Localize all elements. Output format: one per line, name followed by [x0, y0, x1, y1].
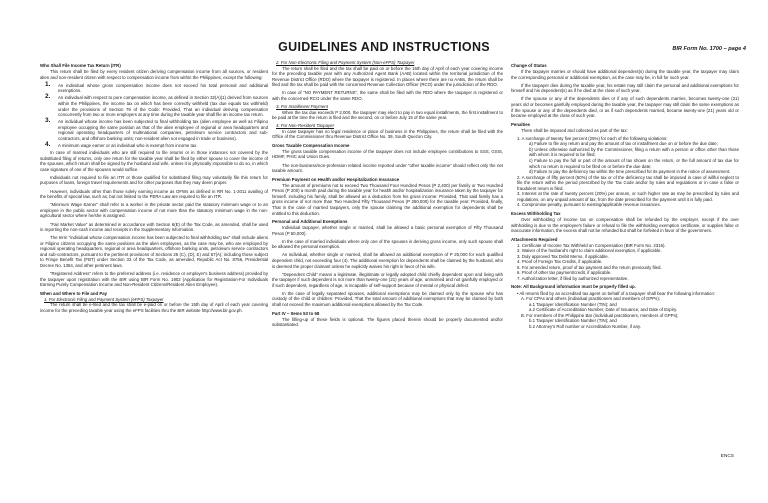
attachment-item: 6. Proof of other tax payment/credit, if applicable.: [517, 270, 612, 276]
paragraph: “Minimum Wage Earner” shall refer to a worker in the private sector paid the statutory minimum wage or to an employee in the public sector with compensation income of not more than the statutory minimum wage in the non-agricultural sector where he/she is assigned.: [40, 202, 268, 219]
note-subitem: b.2 Attorney's Roll number or Accreditation Number, if any.: [529, 323, 642, 329]
note-subitem: A. For CPAs and others (individual practitioners and members of GPPs);: [521, 296, 660, 302]
note-heading: Note: All Background information must be properly filled up.: [511, 284, 636, 290]
subheading-non-efps: 2. For Non-Electronic Filing and Payment System (Non-eFPS) Taxpayer: [276, 60, 415, 65]
encs-label: ENCS: [720, 454, 734, 459]
heading-penalties: Penalties: [511, 121, 531, 127]
list-text: An individual with respect to pure compensation income, as defined in Section 32(A)(1) derived from sources within the Philippines, the income tax on which has been correctly withheld (tax due equals tax withheld) under the provisions of Section 79 of the Code: Provided, That an individual deriving compensation concurrently from two or more employers at any time during the taxable year shall file an income tax return.: [58, 95, 268, 118]
paragraph: “Registered Address” refers to the preferred address (i.e. residence or employer's business address) provided by the taxpayer upon registration with the BIR using BIR Form No. 1902 (Application for Registration-For Individuals Earning Purely Compensation Income and Non-Resident Citizens/Resident Alien Employee).: [40, 271, 268, 288]
heading-attachments: Attachments Required: [511, 236, 558, 242]
heading-change-of-status: Change of Status: [511, 63, 547, 68]
paragraph: In the case of legally separated spouses, additional exemptions may be claimed only by the spouse who has custody of the child or children: Provided, That the total amount of additional exemptions that may be claimed by both shall not exceed the maximum additional exemptions allowed by the Tax Code.: [272, 290, 503, 308]
form-number: BIR Form No. 1700 – page 4: [672, 46, 746, 52]
penalty-subitem: d) Failure to pay the deficiency tax within the time prescribed for its payment in the notice of assessment.: [529, 169, 731, 175]
paragraph: The gross taxable compensation income of the taxpayer does not include employee contributions to SSS, GSIS, HDMF, PHIC and Union Dues.: [272, 148, 503, 160]
paragraph: Individual taxpayer, whether single or married, shall be allowed a basic personal exemption of Fifty Thousand Pesos (P 50,000).: [272, 225, 503, 236]
paragraph: In case of “NO PAYMENT RETURNS”, the same shall be filed with the RDO where the taxpayer is registered or with the concerned RCO under the same RDO.: [272, 90, 503, 101]
paragraph: However, individuals other than those solely earning income as OFWs as defined in RR No. 1-2011 availing of the benefits of special law, such as, but not limited to the PERA Law are required to file an ITR.: [40, 188, 268, 200]
paragraph: If the spouse or any of the dependents dies or if any of such dependents marries, becomes twenty-one (21) years old or becomes gainfully employed during the taxable year, the taxpayer may still claim the same exemptions as if the spouse or any of the dependents died, or as if such dependents married, became twenty-one (21) years old or became employed at the close of such year.: [511, 96, 739, 119]
list-item: [40, 140, 268, 149]
heading-premium-payment: Premium Payment on Health and/or Hospitalization Insurance: [272, 176, 400, 182]
list-text: A minimum wage earner or an individual who is exempt from income tax.: [58, 142, 198, 148]
note-subitem: b.1 Taxpayer Identification Number (TIN); and: [529, 318, 617, 324]
attachment-item: 4. Proof of Foreign Tax Credits, if applicable.: [517, 259, 603, 265]
page-title: GUIDELINES AND INSTRUCTIONS: [278, 40, 490, 54]
heading-excess-withholding: Excess Withholding Tax: [511, 210, 561, 216]
paragraph: Over withholding of income tax on compensation shall be refunded by the employer, except if the over withholding is due to the employee's failure or refusal to file the withholding exemption certificate, or supplies false or inaccurate information, the excess shall not be refunded but shall be forfeited in favor of the government.: [511, 216, 739, 234]
paragraph: The return shall be e-filed and the tax shall be e-paid on or before the 15th day of April of each year covering income for the preceding taxable year using the eFPS facilities thru the BIR website http://www.bir.gov.ph.: [40, 302, 268, 313]
paragraph: In case taxpayer has no legal residence or place of business in the Philippines, the return shall be filed with the Office of the Commissioner thru Revenue District Office No. 39, South Quezon City.: [272, 128, 503, 140]
list-item: [40, 119, 268, 141]
list-number: 4.: [45, 140, 51, 148]
attachment-item: 3. Duly approved Tax Debit Memo, if applicable.: [517, 253, 609, 259]
paragraph: The amount of premiums not to exceed Two Thousand Four Hundred Pesos (P 2,400) per family or Two Hundred Pesos (P 200) a month paid during the taxable year for health and/or hospitalization insurance taken by the taxpayer for himself, including his family, shall be allowed as a deduction from his gross income: Provided, That said family has a gross income of not more than Two Hundred Fifty Thousand Pesos (P 250,000) for the taxable year: Provided, finally, That in the case of married taxpayers, only the spouse claiming the additional exemption for dependents shall be entitled to this deduction.: [272, 182, 503, 216]
list-item: [40, 80, 268, 94]
subheading-non-resident: 4. For Non-Resident Taxpayer: [276, 123, 335, 129]
paragraph: There shall be imposed and collected as part of the tax:: [521, 127, 628, 133]
list-number: 1.: [45, 80, 51, 88]
paragraph: In the case of married individuals where only one of the spouses is deriving gross income, only such spouse shall be allowed the personal exemption.: [272, 238, 503, 250]
note-item: • All returns filed by an accredited tax agent on behalf of a taxpayer shall bear the following information:: [517, 290, 716, 296]
penalty-item: 4. Compromise penalty, pursuant to existing/applicable revenue issuances.: [517, 202, 661, 208]
attachment-item: 5. For amended return, proof of tax payment and the return previously filed.: [517, 264, 662, 270]
note-subitem: a.1 Taxpayer Identification Number (TIN); and: [529, 301, 617, 307]
penalty-subitem: a) Failure to file any return and pay the amount of tax or installment due on or before the due date;: [529, 141, 718, 147]
paragraph: The non-business/non-profession related income reported under “other taxable income” should reflect only the net taxable amount.: [272, 162, 503, 174]
heading-gross-taxable: Gross Taxable Compensation Income: [272, 142, 350, 148]
paragraph: When the tax due exceeds P 2,000, the taxpayer may elect to pay in two equal installments, the first installment to be paid at the time the return is filed and the second, on or before July 15 of the same year.: [272, 109, 503, 121]
note-subitem: B. For members of the Philippine Bar (individual practitioners, members of GPPs);: [521, 312, 679, 318]
list-item: [40, 95, 268, 117]
list-number: 3.: [45, 117, 51, 125]
penalty-item: 2. A surcharge of fifty percent (50%) of the tax or of the deficiency tax shall be imposed in case of willful neglect to file the return within the period prescribed by the Tax Code and/or by rules and regulations or in case a false or fraudulent return is filed.: [517, 174, 739, 191]
list-text: An individual whose gross compensation income does not exceed his total personal and additional exemptions.: [58, 82, 268, 94]
penalty-subitem: b) Unless otherwise authorized by the Commissioner, filing a return with a person or office other than those with whom it is required to be filed;: [529, 146, 739, 158]
paragraph: An individual, whether single or married, shall be allowed an additional exemption of P 25,000 for each qualified dependent child, not exceeding four (4). The additional exemption for dependents shall be claimed by the husband, who is deemed the proper claimant unless he explicitly waives his right in favor of his wife.: [272, 252, 503, 269]
paragraph: If the taxpayer marries or should have additional dependent(s) during the taxable year, the taxpayer may claim the corresponding personal or additional exemption, as the case may be, in full for such year.: [511, 69, 739, 80]
subheading-installment: 3. For Installment Payment: [276, 104, 328, 110]
list-text: An individual whose income has been subjected to final withholding tax (alien employee as well as Filipino employee occupying the same position as that of the alien employee of regional or area headquarters and regional operating headquarters of multinational companies, petroleum service contractors and sub-contractors, and offshore banking units; non-resident alien not engaged in trade or business).: [58, 119, 268, 141]
paragraph: This return shall be filed by every resident citizen deriving compensation income from all sources, or resident alien and non-resident citizen with respect to compensation income from within the Philippines, except the following:: [40, 69, 268, 80]
list-number: 2.: [45, 93, 51, 101]
note-subitem: a.2 Certificate of Accreditation Number, Date of Issuance, and Date of Expiry.: [529, 307, 678, 313]
penalty-subitem: c) Failure to pay the full or part of the amount of tax shown on the return, or the full amount of tax due for which no return is required to be filed on or before the due date;: [529, 157, 739, 169]
penalty-item: 1. A surcharge of twenty five percent (25%) for each of the following violations:: [517, 135, 668, 141]
heading-who-shall-file: Who Shall File Income Tax Return (ITR): [40, 63, 121, 68]
attachment-item: 7. Authorization letter, if filed by authorized representative.: [517, 275, 629, 281]
paragraph: In case of married individuals who are still required to file returns or in those instances not covered by the substituted filing of returns, only one return for the taxable year shall be filed by either spouse to cover the income of the spouses, which return shall be signed by the husband and wife, unless it is physically impossible to do so, in which case signature of one of the spouses would suffice.: [40, 150, 268, 172]
subheading-efps: 1. For Electronic Filing and Payment System (eFPS) Taxpayer: [44, 296, 164, 302]
attachment-item: 1. Certificate of Income Tax Withheld on Compensation (BIR Form No. 2316).: [517, 242, 666, 248]
paragraph: “Dependent Child” means a legitimate, illegitimate or legally adopted child chiefly dependent upon and living with the taxpayer if such dependent is not more than twenty-one (21) years of age, unmarried and not gainfully employed or if such dependent, regardless of age, is incapable of self-support because of mental or physical defect.: [272, 271, 503, 288]
column-1: [40, 60, 268, 316]
attachment-item: 2. Waiver of the husband's right to claim additional exemption, if applicable.: [517, 248, 662, 254]
heading-part-iv: Part IV – Items 53 to 68: [272, 310, 320, 316]
paragraph: “Fair Market Value” as determined in accordance with Section 6(E) of the Tax Code, as amended, shall be used in reporting the non-cash income and receipts in the Supplementary Information.: [40, 221, 268, 233]
paragraph: The filling-up of these fields is optional. The figures placed therein should be properly documented and/or substantiated.: [272, 316, 503, 328]
penalty-item: 3. Interest at the rate of twenty percent (20%) per annum, or such higher rate as may be prescribed by rules and regulations, on any unpaid amount of tax, from the date prescribed for the payment until it is fully paid.: [517, 191, 739, 202]
heading-exemptions: Personal and Additional Exemptions: [272, 219, 348, 225]
paragraph: If the taxpayer dies during the taxable year, his estate may still claim the personal and additional exemptions for himself and his dependent(s) as if he died at the close of such year.: [511, 82, 739, 94]
heading-when-where-to-file: When and Where to File and Pay: [40, 290, 108, 296]
paragraph: The return shall be filed and the tax shall be paid on or before the 15th day of April of each year covering income for the preceding taxable year with any Authorized Agent Bank (AAB) located within the territorial jurisdiction of the Revenue District Office (RDO) where the taxpayer is registered. In places where there are no AABs, the return shall be filed and the tax shall be paid with the concerned Revenue Collection Officer (RCO) under the jurisdiction of the RDO.: [272, 65, 503, 88]
column-2: [272, 60, 503, 330]
paragraph: Individuals not required to file an ITR or those qualified for substituted filing may voluntarily file this return for purposes of loans, foreign travel requirements and for other purposes that they may deem proper.: [40, 174, 268, 186]
column-3: [511, 60, 739, 329]
paragraph: The term “individual whose compensation income has been subjected to final withholding tax” shall include aliens or Filipino citizens occupying the same positions as the alien employees, as the case may be, who are employed by regional operating headquarters, regional or area headquarters, offshore banking units, petroleum service contractors and sub-contractors, pursuant to the pertinent provisions of Sections 25 (C), (D), E) and 57(A); including those subject to Fringe Benefit Tax (FBT) under Section 33 of the Tax Code, as amended, Republic Act No. 8756, Presidential Decree No. 1354, and other pertinent laws.: [40, 235, 268, 268]
